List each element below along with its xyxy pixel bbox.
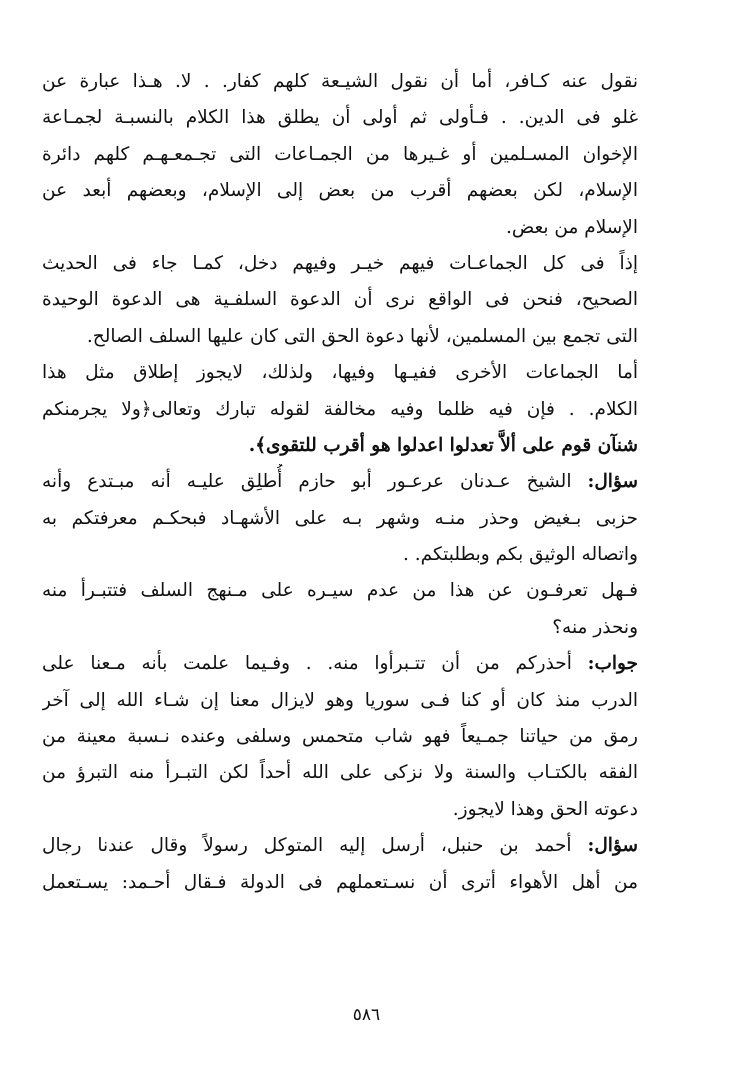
text-line: غلو فى الدين. . فـأولى ثم أولى أن يطلق هذا الكلام بالنسبـة لجمـاعة [42,107,638,129]
answer-text: أحذركم من أن تتـبرأوا منه. . وفـيما علمت بأنه مـعنا على [42,653,572,675]
question-block [42,828,638,901]
text-line: ونحذر منه؟ [552,616,638,638]
text-line: الكلام. . فإن فيه ظلما وفيه مخالفة لقوله تبارك وتعالى﴿ولا يجرمنكم [42,398,638,420]
text-line: حزبى بـغيض وحذر منـه وشهر بـه على الأشهـاد فبحكـم معرفتكم به [42,507,638,529]
paragraph [42,355,638,464]
text-line: رمق من حياتنا جمـيعاً فهو شاب متحمس وسلفى وعنده نـسبة معينة من [42,726,638,748]
text-line: التى تجمع بين المسلمين، لأنها دعوة الحق التى كان عليها السلف الصالح. [86,325,638,347]
question-label: سؤال: [587,471,638,493]
text-line: إذاً فى كل الجماعـات فيهم خيـر وفيهم دخل، كمـا جاء فى الحديث [42,252,638,274]
text-line: الإسلام، لكن بعضهم أقرب من بعض إلى الإسلام، وبعضهم أبعد عن [42,180,638,202]
text-line: الفقه بالكتـاب والسنة ولا نزكى على الله أحداً لكن التبـرأ منه التبرؤ من [42,762,638,784]
page-number: ٥٨٦ [352,1005,381,1025]
quran-verse-line: شنآن قوم على ألاَّ تعدلوا اعدلوا هو أقرب للتقوى﴾. [248,434,638,456]
text-line: الإخوان المسـلمين أو غـيرها من الجمـاعات التى تجـمعـهـم كلهم دائرة [42,143,638,165]
answer-block [42,646,638,828]
question-block [42,464,638,573]
text-line: دعوته الحق وهذا لايجوز. [452,798,638,820]
text-line: واتصاله الوثيق بكم وبطلبتكم. . [403,544,638,566]
text-line: من أهل الأهواء أترى أن نسـتعملهم فى الدولة فـقال أحـمد: يسـتعمل [42,871,638,893]
text-line: فـهل تعرفـون عن هذا من عدم سيـره على مـنهج السلف فتتبـرأ منه [42,580,638,602]
text-line [42,464,638,500]
text-line: الإسلام من بعض. [505,216,638,238]
paragraph [42,64,638,246]
text-line: الدرب منذ كان أو كنا فـى سوريا وهو لايزال معنا إن شـاء الله إلى آخر [42,689,638,711]
question-text: أحمد بن حنبل، أرسل إليه المتوكل رسولاً وقال عندنا رجال [42,835,572,857]
text-line: نقول عنه كـافر، أما أن نقول الشيـعة كلهم كفار. . لا. هـذا عبارة عن [42,71,638,92]
text-line [42,828,638,864]
question-label: سؤال: [587,835,638,857]
text-line [42,646,638,682]
document-page [42,64,638,1024]
paragraph [42,573,638,646]
paragraph [42,246,638,355]
text-line: أما الجماعات الأخرى ففيـها وفيها، ولذلك، لايجوز إطلاق مثل هذا [42,362,638,384]
answer-label: جواب: [587,653,638,675]
question-text: الشيخ عـدنان عرعـور أبو حازم أُطلِق عليـه أنه مبـتدع وأنه [42,471,572,493]
text-line: الصحيح، فنحن فى الواقع نرى أن الدعوة السلفـية هى الدعوة الوحيدة [42,289,638,311]
